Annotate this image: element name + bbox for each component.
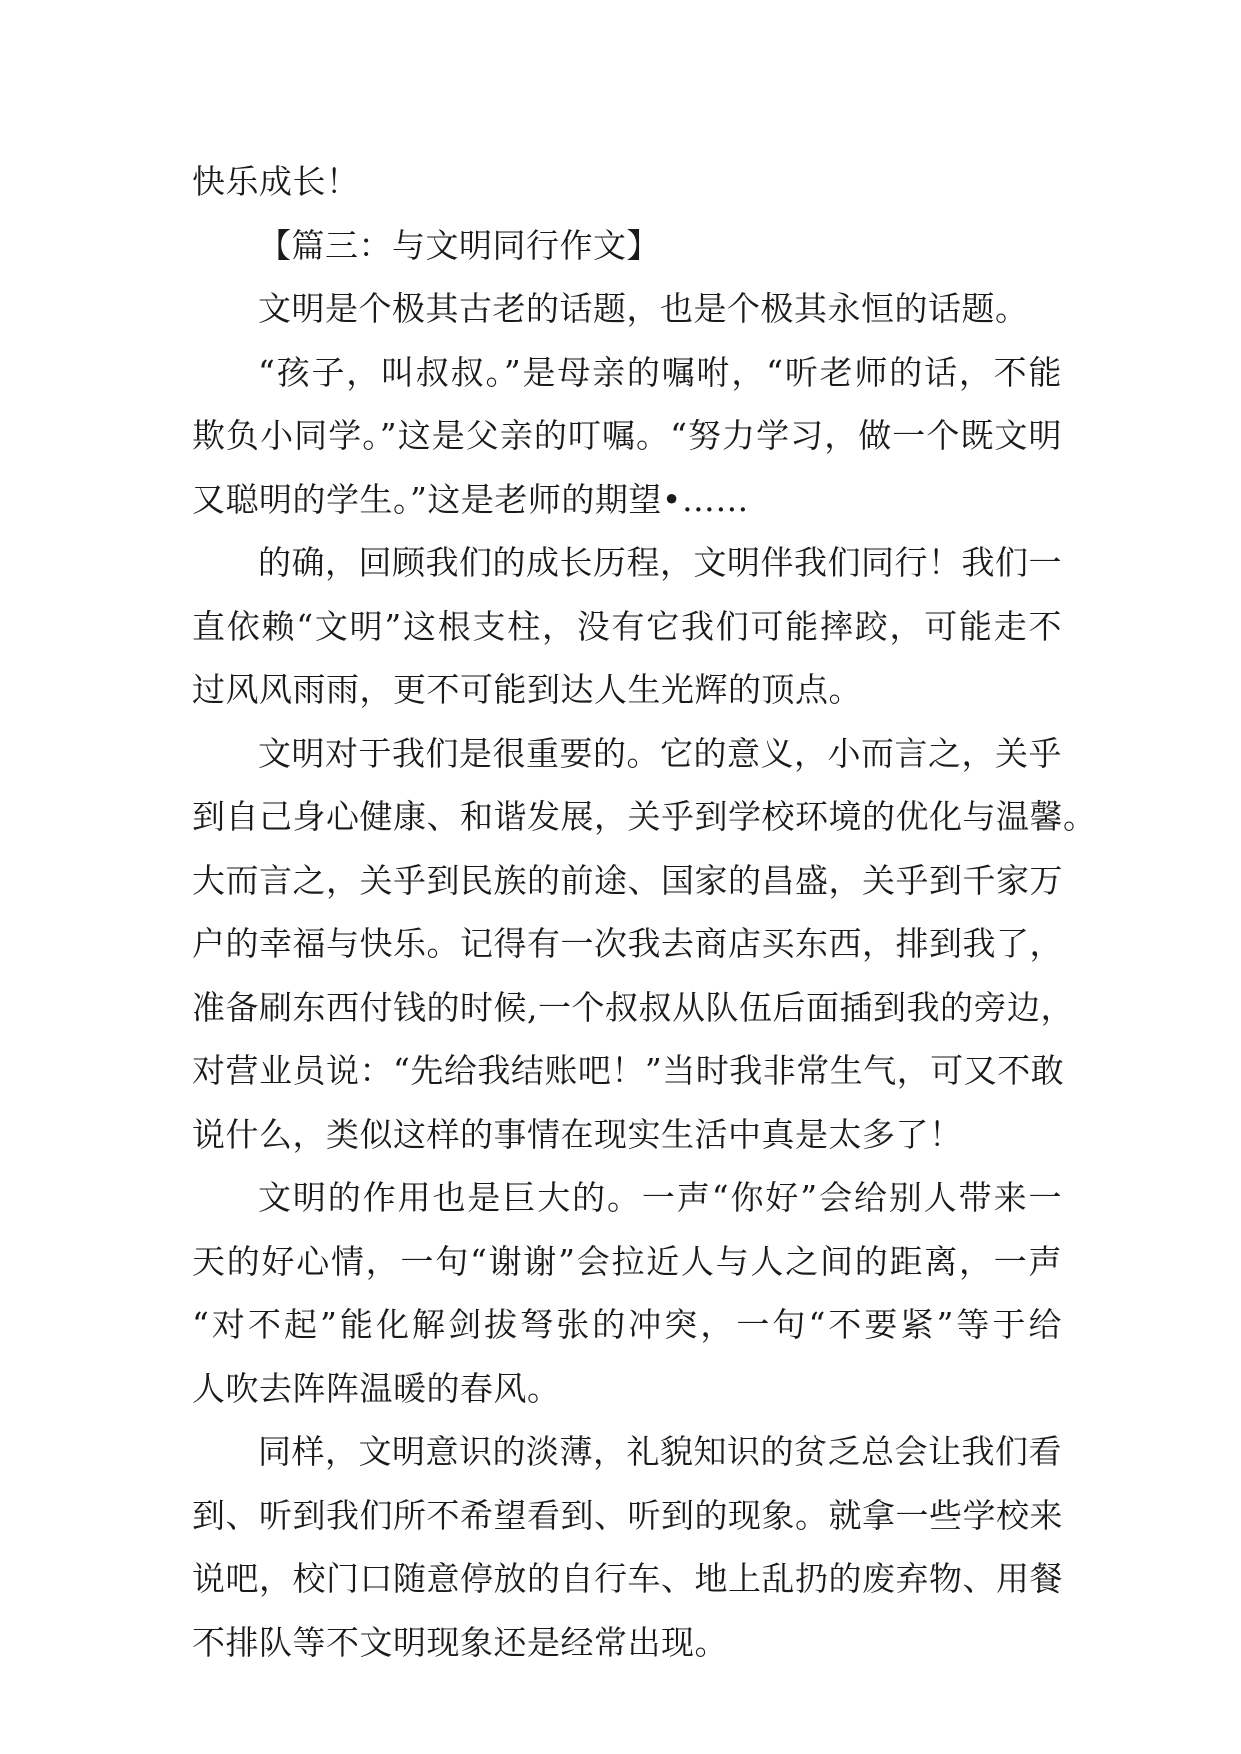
document-body — [192, 150, 1097, 1674]
paragraph — [192, 531, 1062, 722]
text-line: 文明是个极其古老的话题，也是个极其永恒的话题。 — [258, 289, 1029, 328]
text-line: 欺负小同学。”这是父亲的叮嘱。“努力学习，做一个既文明 — [192, 416, 1062, 455]
paragraph — [192, 722, 1097, 1167]
text-line: 人吹去阵阵温暖的春风。 — [192, 1368, 561, 1408]
text-line: 不排队等不文明现象还是经常出现。 — [192, 1622, 728, 1662]
text-line: 对营业员说：“先给我结账吧！”当时我非常生气，可又不敢 — [192, 1051, 1065, 1090]
paragraph-closing — [192, 150, 1062, 214]
text-line: 说什么，类似这样的事情在现实生活中真是太多了！ — [192, 1114, 963, 1154]
text-line: 大而言之，关乎到民族的前途、国家的昌盛，关乎到千家万 — [192, 860, 1063, 900]
text-line: 过风风雨雨，更不可能到达人生光辉的顶点。 — [192, 670, 862, 709]
text-line: “对不起”能化解剑拔弩张的冲突，一句“不要紧”等于给 — [192, 1305, 1062, 1344]
text-line: 天的好心情，一句“谢谢”会拉近人与人之间的距离，一声 — [192, 1241, 1062, 1281]
text-line: 文明对于我们是很重要的。它的意义，小而言之，关乎 — [258, 733, 1062, 773]
heading-text: 【篇三：与文明同行作文】 — [258, 225, 660, 265]
paragraph — [192, 1420, 1062, 1674]
text-line: 户的幸福与快乐。记得有一次我去商店买东西，排到我了， — [192, 924, 1063, 963]
text-line: 又聪明的学生。”这是老师的期望•…… — [192, 479, 749, 519]
text-line: 到、听到我们所不希望看到、听到的现象。就拿一些学校来 — [192, 1495, 1063, 1535]
text-line: 快乐成长！ — [192, 162, 360, 201]
section-heading — [192, 214, 1062, 278]
text-line: 的确，回顾我们的成长历程，文明伴我们同行！我们一 — [258, 543, 1062, 582]
text-line: 文明的作用也是巨大的。一声“你好”会给别人带来一 — [258, 1178, 1062, 1217]
paragraph — [192, 1166, 1062, 1420]
text-line: 准备刷东西付钱的时候,一个叔叔从队伍后面插到我的旁边， — [192, 987, 1074, 1027]
text-line: “孩子，叫叔叔。”是母亲的嘱咐，“听老师的话，不能 — [258, 352, 1062, 392]
text-line: 说吧，校门口随意停放的自行车、地上乱扔的废弃物、用餐 — [192, 1559, 1063, 1598]
text-line: 直依赖“文明”这根支柱，没有它我们可能摔跤，可能走不 — [192, 606, 1062, 646]
text-line: 同样，文明意识的淡薄，礼貌知识的贫乏总会让我们看 — [258, 1432, 1062, 1471]
text-line: 到自己身心健康、和谐发展，关乎到学校环境的优化与温馨。 — [192, 797, 1097, 836]
paragraph — [192, 277, 1062, 341]
paragraph — [192, 341, 1062, 532]
